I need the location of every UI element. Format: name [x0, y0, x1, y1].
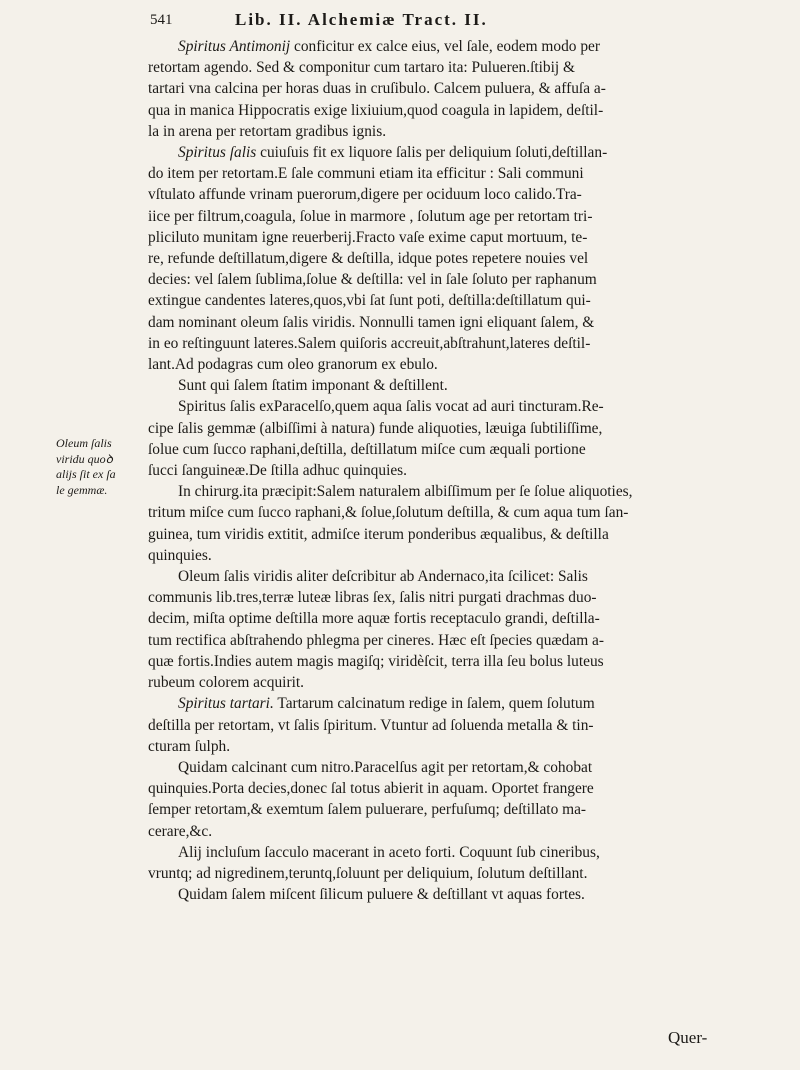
text-line — [148, 375, 716, 396]
line-text: quinquies.Porta decies,donec ſal totus abierit in aquam. Oportet frangere — [148, 780, 594, 798]
line-text: guinea, tum viridis extitit, admiſce iterum ponderibus æqualibus, & deſtilla — [148, 525, 609, 543]
text-line — [148, 184, 716, 205]
text-line — [148, 672, 716, 693]
line-text: do item per retortam.E ſale communi etiam ita efficitur : Sali communi — [148, 165, 584, 183]
catchword: Quer- — [668, 1028, 708, 1047]
margin-note-line: alijs ſit ex ſa — [56, 467, 116, 481]
text-line — [148, 799, 716, 820]
italic-lead: Spiritus tartari. — [178, 695, 274, 713]
text-line — [148, 418, 716, 439]
line-text: deſtilla per retortam, vt ſalis ſpiritum. Vtuntur ad ſoluenda metalla & tin- — [148, 716, 594, 734]
text-line — [148, 142, 716, 163]
line-text: qua in manica Hippocratis exige lixiuium,quod coagula in lapidem, deſtil- — [148, 101, 604, 119]
text-line — [148, 566, 716, 587]
line-text: cipe ſalis gemmæ (albiſſimi à natura) funde aliquoties, læuiga ſubtiliſſime, — [148, 419, 603, 437]
text-line — [148, 121, 716, 142]
text-line — [148, 736, 716, 757]
line-text: conficitur ex calce eius, vel ſale, eodem modo per — [290, 38, 600, 55]
line-text: ſucci ſanguineæ.De ſtilla adhuc quinquies. — [148, 462, 408, 480]
text-line — [148, 248, 716, 269]
text-line — [148, 884, 716, 905]
text-line — [148, 842, 716, 863]
line-text: tartari vna calcina per horas duas in cruſibulo. Calcem puluera, & affuſa a- — [148, 80, 606, 98]
text-line — [148, 163, 716, 184]
text-line — [148, 206, 716, 227]
text-line — [148, 502, 716, 523]
line-text: Sunt qui ſalem ſtatim imponant & deſtillent. — [178, 377, 448, 395]
line-text: tum rectifica abſtrahendo phlegma per cineres. Hæc eſt ſpecies quædam a- — [148, 631, 604, 649]
line-text: lant.Ad podagras cum oleo granorum ex ebulo. — [148, 356, 438, 374]
italic-lead: Spiritus Antimonij — [178, 38, 291, 55]
text-line — [148, 587, 716, 608]
line-text: quæ fortis.Indies autem magis magiſq; viridèſcit, terra illa ſeu bolus luteus — [148, 652, 604, 670]
line-text: rubeum colorem acquirit. — [148, 674, 304, 692]
line-text: cuiuſuis fit ex liquore ſalis per deliquium ſoluti,deſtillan- — [256, 144, 608, 162]
text-line — [148, 36, 716, 57]
text-line — [148, 715, 716, 736]
text-line — [148, 290, 716, 311]
line-text: cerare,&c. — [148, 822, 213, 840]
text-line — [148, 354, 716, 375]
line-text: tritum miſce cum ſucco raphani,& ſolue,ſolutum deſtilla, & cum aqua tum ſan- — [148, 504, 629, 522]
margin-note-line: Oleum ſalis — [56, 436, 112, 450]
line-text: quinquies. — [148, 546, 212, 564]
text-line — [148, 778, 716, 799]
running-title: Lib. II. Alchemiæ Tract. II. — [235, 10, 488, 29]
line-text: ſolue cum ſucco raphani,deſtilla, deſtillatum miſce cum æquali portione — [148, 440, 586, 458]
line-text: pliciluto munitam igne reuerberij.Fracto vaſe exime caput mortuum, te- — [148, 228, 588, 246]
italic-lead: Spiritus ſalis — [178, 144, 257, 162]
text-line — [148, 651, 716, 672]
text-line — [148, 821, 716, 842]
margin-note-line: le gemmæ. — [56, 482, 108, 497]
line-text: decies: vel ſalem ſublima,ſolue & deſtilla: vel in ſale ſoluto per raphanum — [148, 271, 597, 289]
margin-note-line: viridu quoꝺ — [56, 451, 113, 466]
line-text: la in arena per retortam gradibus ignis. — [148, 122, 387, 140]
line-text: ſemper retortam,& exemtum ſalem puluerare, perfuſumq; deſtillato ma- — [148, 801, 587, 819]
text-line — [148, 312, 716, 333]
text-line — [148, 227, 716, 248]
text-line — [148, 608, 716, 629]
text-line — [148, 57, 716, 78]
line-text: Oleum ſalis viridis aliter deſcribitur ab Andernaco,ita ſcilicet: Salis — [178, 568, 588, 586]
text-line — [148, 863, 716, 884]
line-text: iice per filtrum,coagula, ſolue in marmore , ſolutum age per retortam tri- — [148, 207, 593, 225]
text-line — [148, 269, 716, 290]
line-text: cturam ſulph. — [148, 737, 231, 755]
line-text: decim, miſta optime deſtilla more aquæ fortis receptaculo grandi, deſtilla- — [148, 610, 600, 628]
line-text: vſtulato affunde vrinam puerorum,digere per ociduum loco calido.Tra- — [148, 186, 582, 204]
line-text: in eo reſtinguunt lateres.Salem quiſoris accreuit,abſtrahunt,lateres deſtil- — [148, 334, 591, 352]
line-text: communis lib.tres,terræ luteæ libras ſex, ſalis nitri purgati drachmas duo- — [148, 589, 597, 607]
text-line — [148, 757, 716, 778]
line-text: Quidam ſalem miſcent ſilicum puluere & deſtillant vt aquas fortes. — [178, 886, 585, 904]
margin-note — [56, 436, 142, 498]
text-line — [148, 545, 716, 566]
line-text: Tartarum calcinatum redige in ſalem, quem ſolutum — [273, 695, 595, 713]
line-text: Alij incluſum ſacculo macerant in aceto forti. Coquunt ſub cineribus, — [178, 843, 600, 861]
line-text: dam nominant oleum ſalis viridis. Nonnulli tamen igni eliquant ſalem, & — [148, 313, 595, 331]
text-line — [148, 481, 716, 502]
running-header — [150, 8, 710, 34]
line-text: re, refunde deſtillatum,digere & deſtilla, idque potes repetere nouies vel — [148, 250, 589, 268]
line-text: In chirurg.ita præcipit:Salem naturalem albiſſimum per ſe ſolue aliquoties, — [178, 483, 633, 501]
text-line — [148, 439, 716, 460]
text-line — [148, 396, 716, 417]
text-line — [148, 100, 716, 121]
text-line — [148, 693, 716, 714]
text-line — [148, 460, 716, 481]
text-line — [148, 630, 716, 651]
text-line — [148, 524, 716, 545]
page-number: 541 — [150, 12, 173, 28]
line-text: Quidam calcinant cum nitro.Paracelſus agit per retortam,& cohobat — [178, 758, 593, 776]
text-line — [148, 78, 716, 99]
body-text — [148, 36, 716, 905]
line-text: vruntq; ad nigredinem,teruntq,ſoluunt per deliquium, ſolutum deſtillant. — [148, 864, 588, 882]
line-text: Spiritus ſalis exParacelſo,quem aqua ſalis vocat ad auri tincturam.Re- — [178, 398, 604, 416]
line-text: extingue candentes lateres,quos,vbi ſat ſunt poti, deſtilla:deſtillatum qui- — [148, 292, 591, 310]
line-text: retortam agendo. Sed & componitur cum tartaro ita: Pulueren.ſtibij & — [148, 59, 575, 77]
text-line — [148, 333, 716, 354]
